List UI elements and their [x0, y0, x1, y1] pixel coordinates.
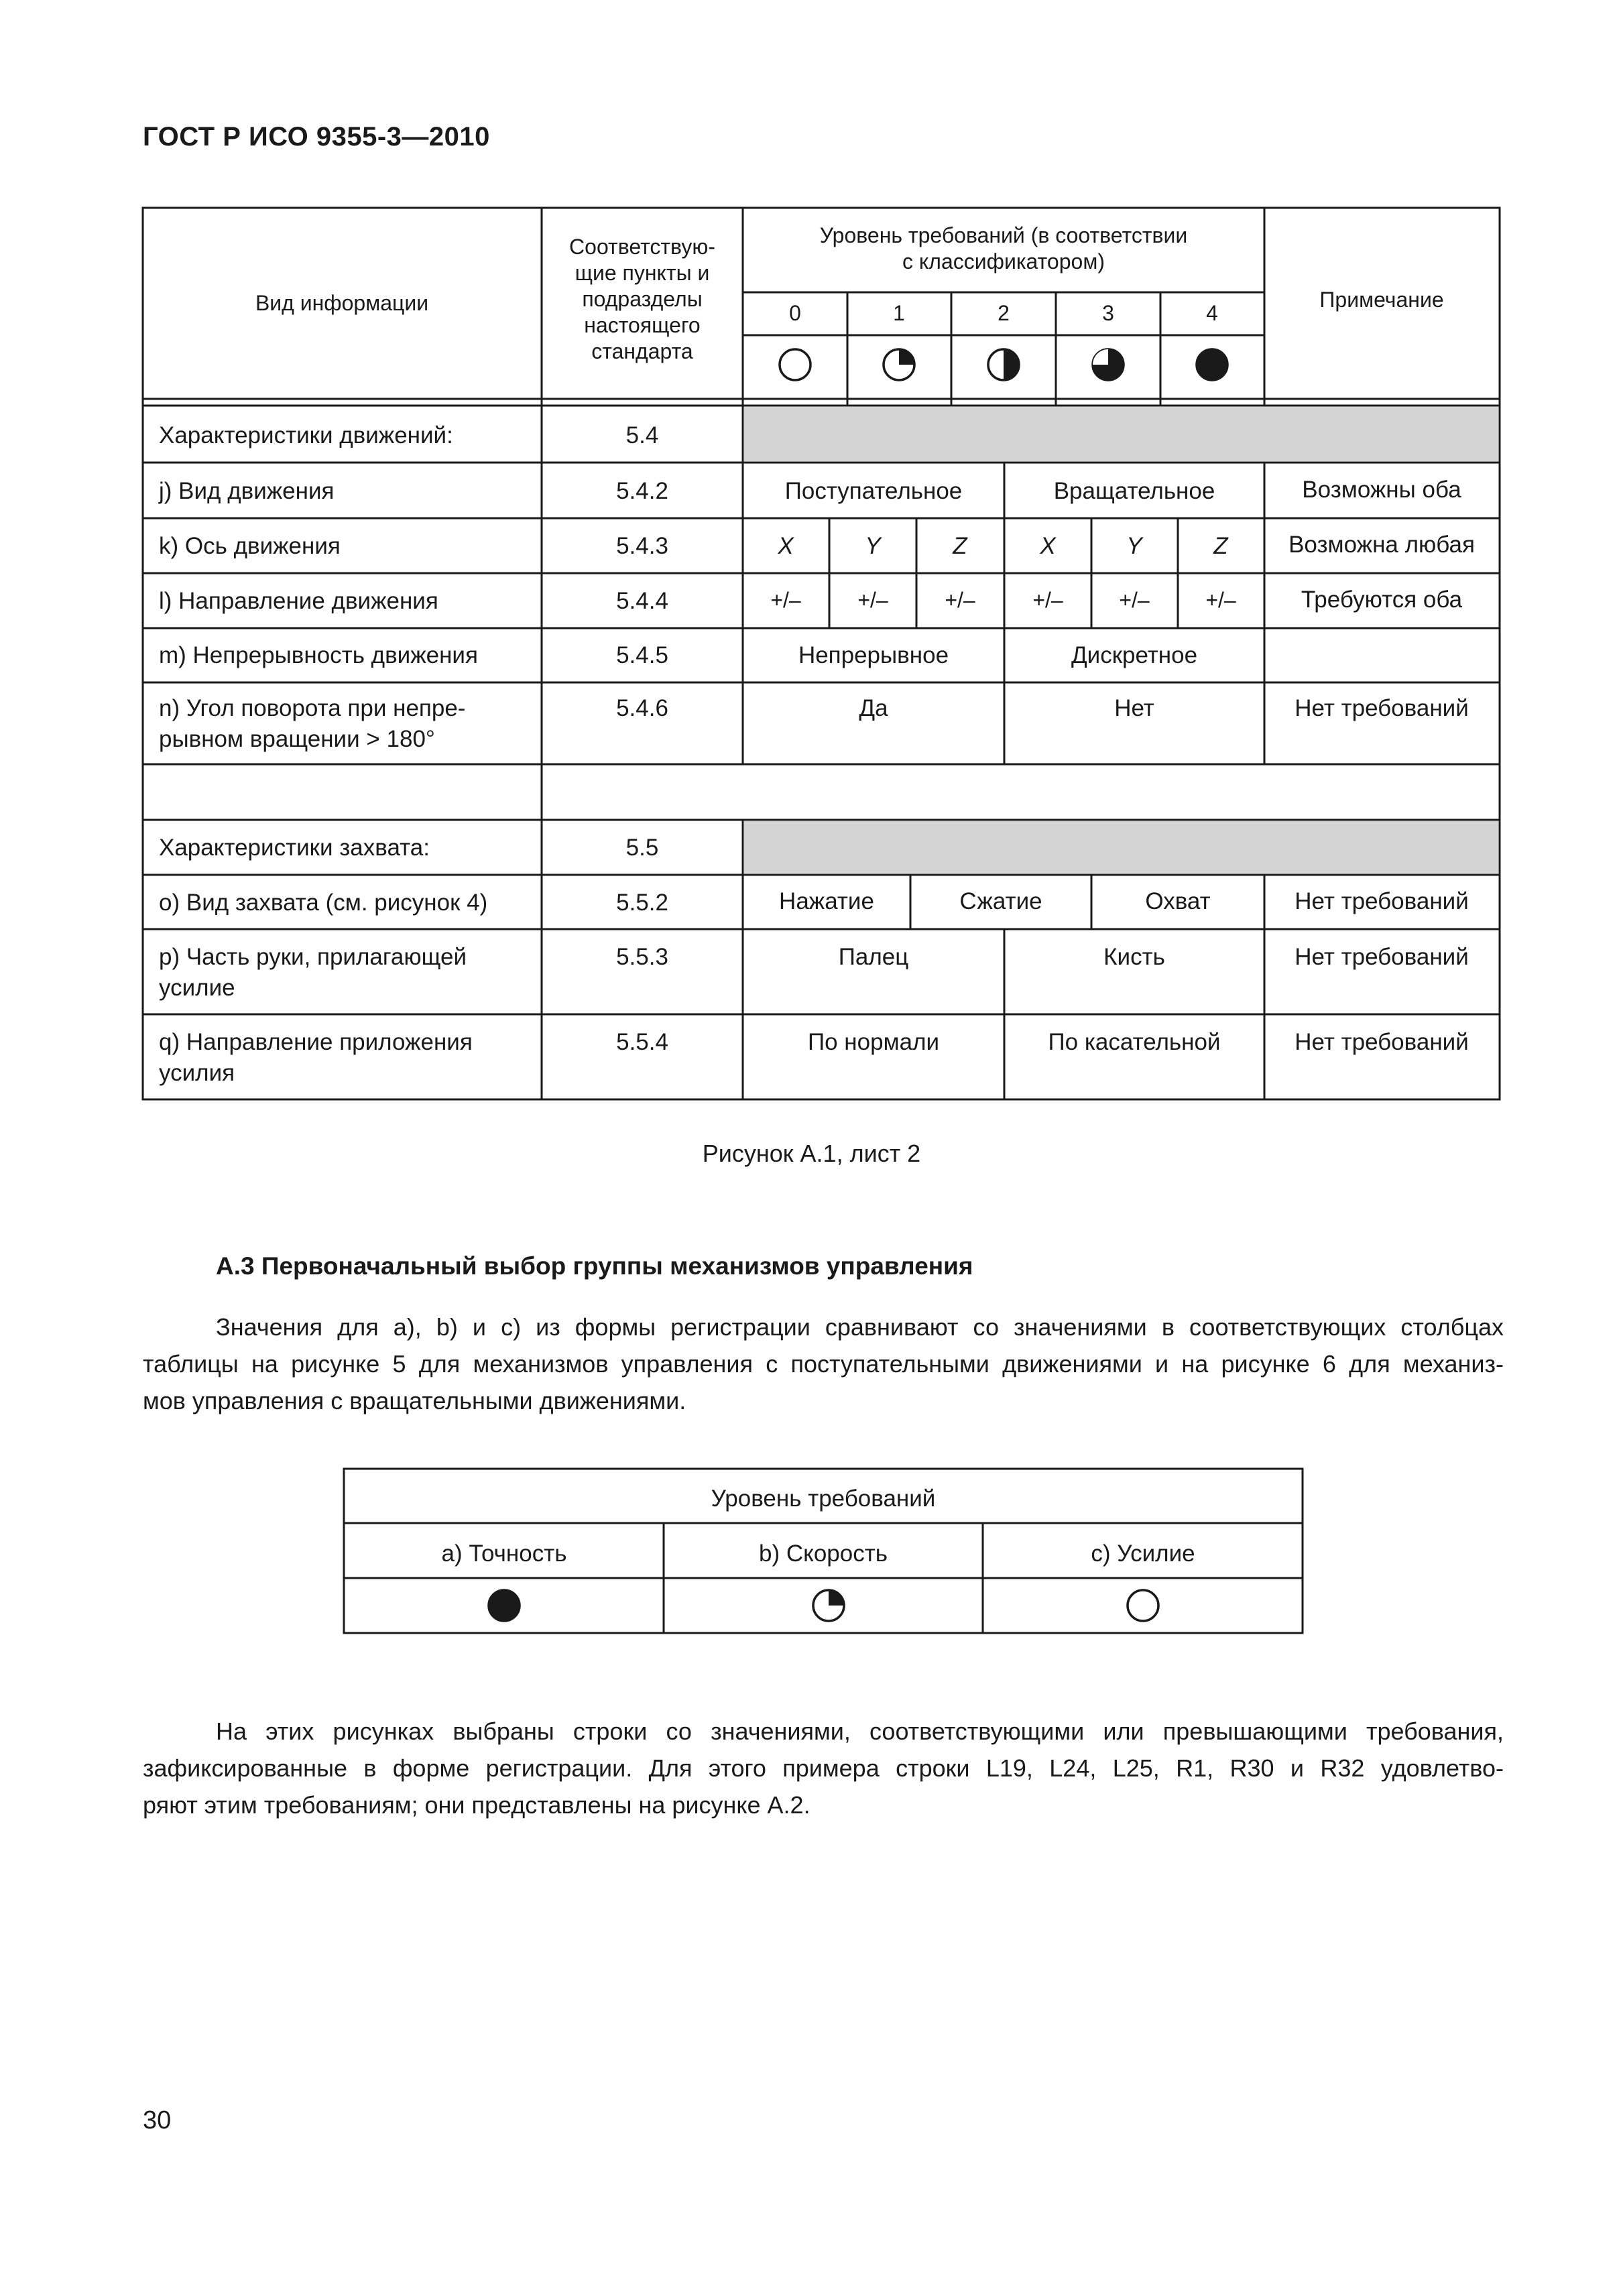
direction-cell: +/– — [857, 588, 888, 612]
header-level-line: с классификатором) — [902, 249, 1105, 274]
row-clause: 5.4.3 — [616, 533, 668, 559]
row-label: k) Ось движения — [159, 533, 341, 559]
cell-value: Дискретное — [1071, 642, 1198, 668]
document-code: ГОСТ Р ИСО 9355-3—2010 — [143, 122, 490, 152]
requirements-table — [0, 0, 1623, 1126]
paragraph-line: таблицы на рисунке 5 для механизмов управления с поступательными движениями и на рисунке 6 для механиз- — [143, 1350, 1504, 1378]
row-clause: 5.5.4 — [616, 1029, 668, 1055]
direction-cell: +/– — [770, 588, 801, 612]
axis-cell: Y — [1126, 533, 1142, 559]
row-label: q) Направление приложения — [159, 1029, 473, 1055]
row-clause: 5.4.6 — [616, 695, 668, 721]
header-clauses-line: Соответствую- — [569, 235, 715, 259]
grip-cell: Нажатие — [779, 888, 874, 914]
page-number: 30 — [143, 2106, 172, 2134]
shaded-cell — [744, 821, 1498, 873]
cell-note: Нет требований — [1295, 695, 1469, 721]
row-clause: 5.5.2 — [616, 890, 668, 916]
circle-quarter-icon — [884, 349, 914, 380]
direction-cell: +/– — [945, 588, 975, 612]
cell-note: Нет требований — [1295, 944, 1469, 970]
header-clauses-line: щие пункты и — [575, 261, 710, 285]
row-label: Характеристики захвата: — [159, 835, 430, 861]
row-label: усилие — [159, 975, 235, 1001]
circle-quarter-icon — [813, 1590, 844, 1621]
axis-cell: Z — [1213, 533, 1228, 559]
header-level-line: Уровень требований (в соответствии — [819, 223, 1188, 247]
cell-note: Возможна любая — [1288, 532, 1475, 558]
circle-full-icon — [1197, 349, 1227, 380]
cell-value: Поступательное — [784, 478, 963, 504]
row-label: усилия — [159, 1060, 235, 1086]
cell-value: Кисть — [1103, 944, 1165, 970]
row-label: рывном вращении > 180° — [159, 726, 435, 752]
header-clauses-line: подразделы — [582, 287, 703, 311]
paragraph-line: На этих рисунках выбраны строки со значениями, соответствующими или превышающими требования, — [216, 1717, 1504, 1745]
paragraph-2 — [143, 1713, 1504, 1823]
level-number: 0 — [789, 301, 801, 325]
header-clauses-line: стандарта — [591, 339, 693, 363]
paragraph-line: мов управления с вращательными движениями. — [143, 1387, 686, 1414]
cell-value: Нет — [1114, 695, 1154, 721]
row-label: o) Вид захвата (см. рисунок 4) — [159, 890, 488, 916]
axis-cell: X — [1040, 533, 1056, 559]
direction-cell: +/– — [1205, 588, 1236, 612]
header-clauses-line: настоящего — [584, 313, 701, 337]
row-label: j) Вид движения — [159, 478, 335, 504]
row-clause: 5.4.5 — [616, 642, 668, 668]
cell-value: Непрерывное — [798, 642, 949, 668]
header-info-type: Вид информации — [255, 291, 429, 315]
row-clause: 5.4 — [625, 422, 659, 448]
row-clause: 5.4.2 — [616, 478, 668, 504]
cell-value: По нормали — [807, 1029, 940, 1055]
header-note: Примечание — [1319, 288, 1444, 312]
row-clause: 5.5.3 — [616, 944, 668, 970]
column-header: b) Скорость — [759, 1540, 888, 1567]
paragraph-line: Значения для a), b) и c) из формы регистрации сравнивают со значениями в соответствующих столбцах — [216, 1313, 1504, 1341]
column-header: a) Точность — [441, 1540, 567, 1567]
row-label: l) Направление движения — [159, 588, 438, 614]
circle-three-quarter-icon — [1093, 349, 1124, 380]
circle-full-icon — [489, 1590, 520, 1621]
paragraph-line: ряют этим требованиям; они представлены на рисунке А.2. — [143, 1791, 810, 1819]
cell-value: Вращательное — [1053, 478, 1215, 504]
row-label: p) Часть руки, прилагающей — [159, 944, 467, 970]
cell-note: Требуются оба — [1301, 587, 1463, 613]
row-clause: 5.5 — [625, 835, 659, 861]
cell-value: Палец — [838, 944, 909, 970]
cell-value: Да — [859, 695, 888, 721]
column-header: c) Усилие — [1091, 1540, 1195, 1567]
level-number: 3 — [1102, 301, 1114, 325]
row-label: m) Непрерывность движения — [159, 642, 478, 668]
cell-note: Нет требований — [1295, 888, 1469, 914]
section-title: А.3 Первоначальный выбор группы механизмов управления — [216, 1252, 973, 1280]
axis-cell: Y — [865, 533, 881, 559]
level-number: 4 — [1206, 301, 1218, 325]
axis-cell: Z — [953, 533, 967, 559]
figure-caption: Рисунок А.1, лист 2 — [702, 1140, 921, 1167]
grip-cell: Сжатие — [959, 888, 1042, 914]
level-number: 2 — [998, 301, 1010, 325]
row-clause: 5.4.4 — [616, 588, 668, 614]
cell-note: Нет требований — [1295, 1029, 1469, 1055]
shaded-cell — [744, 407, 1498, 461]
cell-value: По касательной — [1048, 1029, 1221, 1055]
paragraph-1 — [143, 1309, 1504, 1419]
circle-empty-icon — [1128, 1590, 1158, 1621]
row-label: Характеристики движений: — [159, 422, 453, 448]
cell-note: Возможны оба — [1302, 477, 1461, 503]
row-label: n) Угол поворота при непре- — [159, 695, 466, 721]
circle-empty-icon — [780, 349, 810, 380]
axis-cell: X — [778, 533, 794, 559]
circle-half-icon — [988, 349, 1019, 380]
direction-cell: +/– — [1032, 588, 1063, 612]
paragraph-line: зафиксированные в форме регистрации. Для этого примера строки L19, L24, L25, R1, R30 и R32 удовлетво- — [143, 1754, 1504, 1782]
level-requirements-table — [0, 1455, 1623, 1656]
table2-title: Уровень требований — [711, 1486, 936, 1512]
grip-cell: Охват — [1145, 888, 1211, 914]
level-number: 1 — [893, 301, 905, 325]
direction-cell: +/– — [1119, 588, 1150, 612]
